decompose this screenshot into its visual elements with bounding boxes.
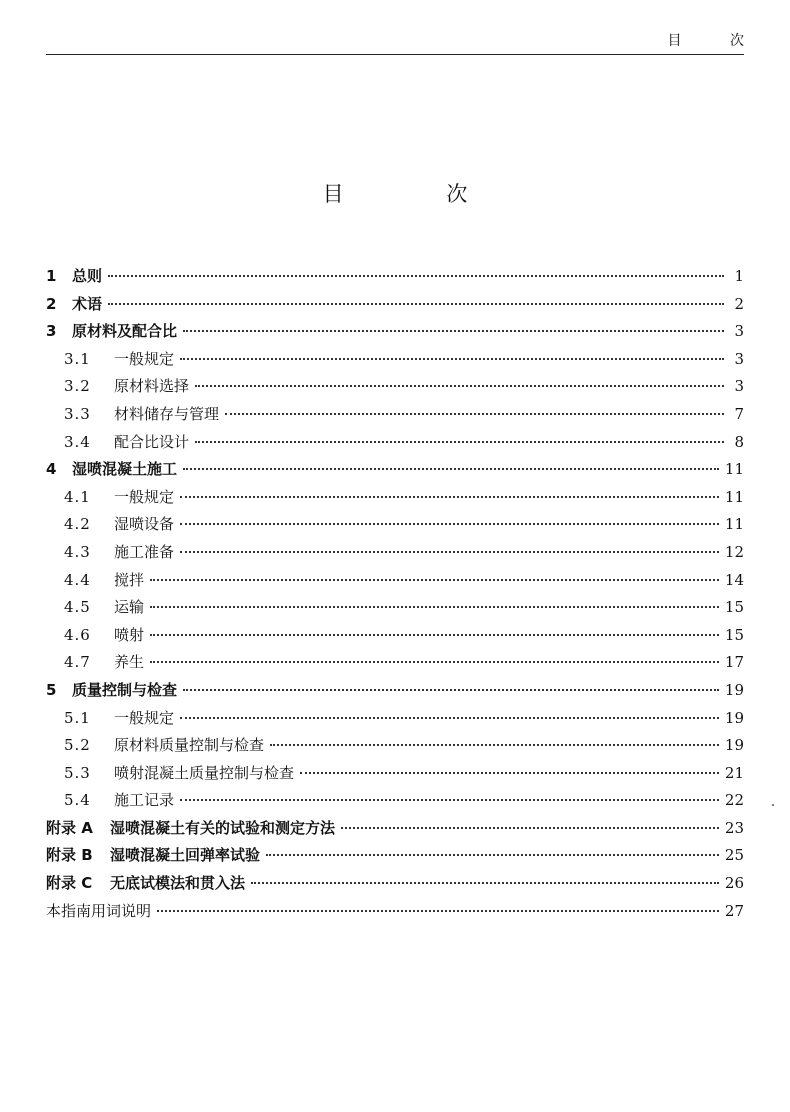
dot-leader bbox=[157, 910, 719, 912]
dot-leader bbox=[195, 441, 724, 443]
toc-entry[interactable] bbox=[46, 263, 744, 291]
dot-leader bbox=[266, 854, 719, 856]
toc-entry-page: 7 bbox=[734, 404, 744, 423]
toc-entry-page: 26 bbox=[724, 874, 744, 893]
toc-entry-number: 4.3 bbox=[64, 542, 91, 561]
toc-entry-page: 19 bbox=[724, 708, 744, 727]
scan-speck bbox=[772, 804, 774, 806]
toc-entry-number: 4.6 bbox=[64, 625, 91, 644]
toc-entry-label: 原材料及配合比 bbox=[72, 322, 178, 341]
dot-leader bbox=[150, 606, 719, 608]
toc-entry-label: 湿喷混凝土回弹率试验 bbox=[110, 846, 261, 865]
toc-entry[interactable] bbox=[46, 870, 744, 898]
toc-entry-label: 一般规定 bbox=[114, 349, 175, 368]
toc-entry-number: 3 bbox=[46, 322, 57, 341]
dot-leader bbox=[183, 689, 719, 691]
toc-entry-number: 5.4 bbox=[64, 791, 91, 810]
dot-leader bbox=[300, 772, 719, 774]
toc-entry-number: 4.7 bbox=[64, 653, 91, 672]
toc-entry-number: 5.3 bbox=[64, 763, 91, 782]
toc-entry[interactable] bbox=[46, 705, 744, 733]
toc-entry-label: 湿喷混凝土施工 bbox=[72, 460, 178, 479]
dot-leader bbox=[251, 882, 719, 884]
toc-entry[interactable] bbox=[46, 291, 744, 319]
toc-entry-label: 本指南用词说明 bbox=[46, 901, 152, 920]
toc-entry-number: 4.4 bbox=[64, 570, 91, 589]
toc-entry-label: 施工记录 bbox=[114, 791, 175, 810]
toc-entry-label: 配合比设计 bbox=[114, 432, 190, 451]
toc-entry-page: 15 bbox=[724, 598, 744, 617]
dot-leader bbox=[180, 358, 724, 360]
toc-entry-label: 运输 bbox=[114, 598, 145, 617]
dot-leader bbox=[180, 551, 719, 553]
toc-entry[interactable] bbox=[46, 318, 744, 346]
toc-entry[interactable] bbox=[46, 511, 744, 539]
toc-entry-number: 附录 B bbox=[46, 846, 93, 865]
dot-leader bbox=[180, 717, 719, 719]
toc-entry[interactable] bbox=[46, 456, 744, 484]
dot-leader bbox=[150, 661, 719, 663]
toc-entry-label: 总则 bbox=[72, 267, 103, 285]
toc-entry-page: 14 bbox=[724, 570, 744, 589]
toc-entry-label: 湿喷混凝土有关的试验和测定方法 bbox=[110, 818, 336, 837]
dot-leader bbox=[108, 303, 724, 305]
toc-entry-label: 搅拌 bbox=[114, 570, 145, 589]
toc-entry-page: 3 bbox=[734, 377, 744, 396]
toc-entry-number: 4.2 bbox=[64, 515, 91, 534]
toc-entry-number: 5 bbox=[46, 680, 57, 699]
toc-entry[interactable] bbox=[46, 815, 744, 843]
toc-entry-label: 养生 bbox=[114, 653, 145, 672]
toc-entry-label: 材料储存与管理 bbox=[114, 404, 220, 423]
toc-entry[interactable] bbox=[46, 649, 744, 677]
toc-entry-label: 湿喷设备 bbox=[114, 515, 175, 534]
toc-entry-number: 3.2 bbox=[64, 377, 91, 396]
toc-entry[interactable] bbox=[46, 787, 744, 815]
toc-entry-label: 喷射 bbox=[114, 625, 145, 644]
toc-entry-page: 23 bbox=[724, 818, 744, 837]
toc-entry-number: 附录 C bbox=[46, 874, 93, 893]
dot-leader bbox=[150, 579, 719, 581]
header-rule bbox=[46, 54, 744, 55]
toc-entry[interactable] bbox=[46, 622, 744, 650]
toc-entry-label: 原材料质量控制与检查 bbox=[114, 736, 265, 755]
dot-leader bbox=[108, 275, 724, 277]
toc-entry-number: 3.1 bbox=[64, 349, 91, 368]
toc-entry[interactable] bbox=[46, 484, 744, 512]
toc-entry-page: 3 bbox=[734, 322, 744, 341]
table-of-contents bbox=[46, 263, 744, 925]
toc-entry-number: 4.5 bbox=[64, 598, 91, 617]
toc-entry-number: 3.3 bbox=[64, 404, 91, 423]
page-title: 目 次 bbox=[322, 182, 516, 206]
toc-entry-label: 原材料选择 bbox=[114, 377, 190, 396]
toc-entry-page: 19 bbox=[724, 680, 744, 699]
toc-entry-label: 无底试模法和贯入法 bbox=[110, 874, 246, 893]
toc-entry[interactable] bbox=[46, 429, 744, 457]
toc-entry-page: 2 bbox=[734, 294, 744, 313]
toc-entry-number: 4 bbox=[46, 460, 57, 479]
toc-entry-page: 1 bbox=[734, 267, 744, 285]
toc-entry[interactable] bbox=[46, 567, 744, 595]
toc-entry-page: 15 bbox=[724, 625, 744, 644]
toc-entry-page: 25 bbox=[724, 846, 744, 865]
toc-entry-label: 质量控制与检查 bbox=[72, 680, 178, 699]
dot-leader bbox=[270, 744, 719, 746]
toc-entry[interactable] bbox=[46, 677, 744, 705]
toc-entry-number: 4.1 bbox=[64, 487, 91, 506]
dot-leader bbox=[183, 468, 719, 470]
toc-entry-label: 喷射混凝土质量控制与检查 bbox=[114, 763, 295, 782]
toc-entry-page: 19 bbox=[724, 736, 744, 755]
toc-entry-page: 8 bbox=[734, 432, 744, 451]
dot-leader bbox=[180, 496, 719, 498]
dot-leader bbox=[183, 330, 724, 332]
toc-entry[interactable] bbox=[46, 760, 744, 788]
toc-entry[interactable] bbox=[46, 732, 744, 760]
toc-entry-number: 1 bbox=[46, 267, 57, 285]
toc-entry-page: 21 bbox=[724, 763, 744, 782]
dot-leader bbox=[180, 799, 719, 801]
toc-entry-page: 11 bbox=[724, 515, 744, 534]
toc-entry-page: 12 bbox=[724, 542, 744, 561]
toc-entry-number: 5.2 bbox=[64, 736, 91, 755]
toc-entry-page: 17 bbox=[724, 653, 744, 672]
toc-entry[interactable] bbox=[46, 594, 744, 622]
toc-entry[interactable] bbox=[46, 401, 744, 429]
dot-leader bbox=[225, 413, 724, 415]
toc-entry-label: 施工准备 bbox=[114, 542, 175, 561]
toc-entry-page: 3 bbox=[734, 349, 744, 368]
dot-leader bbox=[195, 385, 724, 387]
toc-entry-page: 27 bbox=[724, 901, 744, 920]
toc-entry[interactable] bbox=[46, 842, 744, 870]
toc-entry-page: 22 bbox=[724, 791, 744, 810]
toc-entry-number: 3.4 bbox=[64, 432, 91, 451]
toc-entry-page: 11 bbox=[724, 487, 744, 506]
toc-entry-number: 5.1 bbox=[64, 708, 91, 727]
dot-leader bbox=[341, 827, 719, 829]
toc-entry-label: 术语 bbox=[72, 294, 103, 313]
toc-entry[interactable] bbox=[46, 346, 744, 374]
toc-entry[interactable] bbox=[46, 898, 744, 926]
toc-entry[interactable] bbox=[46, 539, 744, 567]
toc-entry-label: 一般规定 bbox=[114, 708, 175, 727]
toc-entry-label: 一般规定 bbox=[114, 487, 175, 506]
running-header: 目 次 bbox=[667, 33, 766, 49]
toc-entry-number: 附录 A bbox=[46, 818, 93, 837]
dot-leader bbox=[150, 634, 719, 636]
toc-entry[interactable] bbox=[46, 373, 744, 401]
dot-leader bbox=[180, 523, 719, 525]
toc-entry-number: 2 bbox=[46, 294, 57, 313]
toc-entry-page: 11 bbox=[724, 460, 744, 479]
